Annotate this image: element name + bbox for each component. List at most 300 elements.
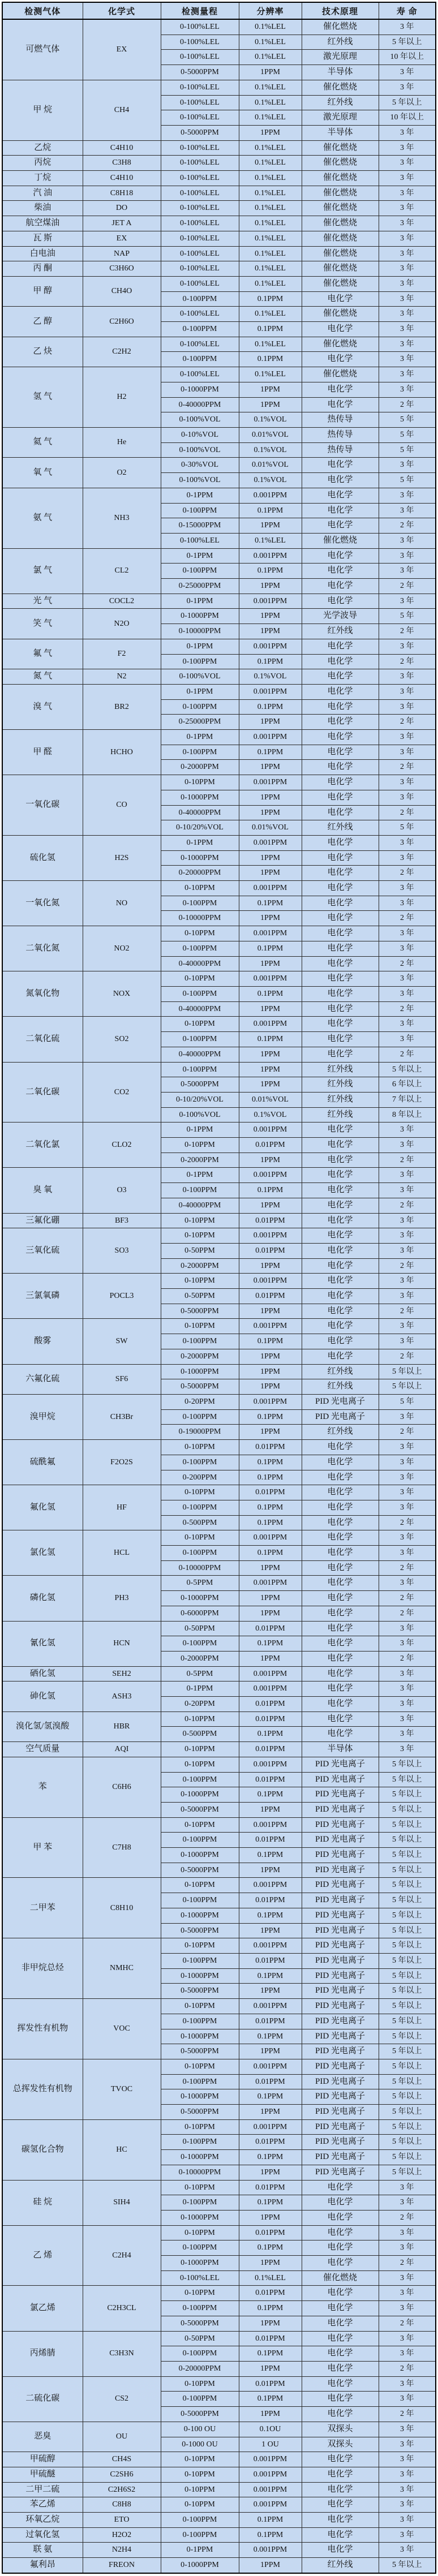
cell-lifespan: 3 年 — [379, 1032, 436, 1047]
cell-lifespan: 7 年以上 — [379, 1092, 436, 1107]
cell-chemical-formula: EX — [83, 19, 161, 80]
cell-range: 0-100PPM — [161, 2074, 239, 2089]
cell-principle: 电化学 — [302, 1530, 379, 1546]
table-row — [2, 2119, 436, 2135]
cell-gas-name: 甲 苯 — [2, 1817, 83, 1878]
cell-range: 0-10PPM — [161, 1319, 239, 1334]
cell-gas-name: 过氧化氢 — [2, 2527, 83, 2543]
cell-resolution: 0.001PPM — [239, 1319, 302, 1334]
cell-range: 0-2000PPM — [161, 1258, 239, 1274]
cell-chemical-formula: HC — [83, 2119, 161, 2180]
cell-range: 0-100%LEL — [161, 276, 239, 291]
cell-lifespan: 5 年以上 — [379, 1893, 436, 1908]
cell-principle: PID 光电离子 — [302, 2119, 379, 2135]
cell-resolution: 0.01%VOL — [239, 820, 302, 836]
cell-chemical-formula: N2 — [83, 669, 161, 685]
cell-lifespan: 3 年 — [379, 276, 436, 291]
cell-principle: 红外线 — [302, 2558, 379, 2573]
cell-principle: 电化学 — [302, 1576, 379, 1591]
cell-range: 0-100PPM — [161, 1334, 239, 1349]
table-row — [2, 201, 436, 216]
table-row — [2, 307, 436, 322]
cell-lifespan: 3 年 — [379, 503, 436, 518]
cell-principle: 电化学 — [302, 805, 379, 820]
cell-chemical-formula: VOC — [83, 1999, 161, 2059]
cell-principle: 电化学 — [302, 1289, 379, 1304]
cell-chemical-formula: NO — [83, 881, 161, 926]
cell-lifespan: 2 年 — [379, 715, 436, 730]
cell-resolution: 0.1PPM — [239, 654, 302, 669]
table-row — [2, 1530, 436, 1546]
cell-lifespan: 3 年 — [379, 1666, 436, 1682]
cell-resolution: 0.1PPM — [239, 987, 302, 1002]
cell-gas-name: 硫化氢 — [2, 835, 83, 880]
cell-principle: 电化学 — [302, 579, 379, 594]
cell-principle: 红外线 — [302, 1092, 379, 1107]
cell-range: 0-2000PPM — [161, 1349, 239, 1364]
cell-resolution: 0.1PPM — [239, 2527, 302, 2543]
cell-principle: 电化学 — [302, 2513, 379, 2528]
cell-resolution: 0.01PPM — [239, 1833, 302, 1848]
cell-resolution: 0.1PPM — [239, 2240, 302, 2256]
cell-chemical-formula: DO — [83, 201, 161, 216]
cell-resolution: 0.01PPM — [239, 1243, 302, 1258]
cell-resolution: 1 OU — [239, 2437, 302, 2452]
cell-lifespan: 2 年 — [379, 1047, 436, 1062]
cell-resolution: 1PPM — [239, 2407, 302, 2422]
cell-lifespan: 3 年 — [379, 896, 436, 911]
cell-range: 0-10PPM — [161, 2180, 239, 2195]
cell-principle: PID 光电离子 — [302, 1802, 379, 1817]
cell-principle: 电化学 — [302, 1470, 379, 1485]
cell-range: 0-10PPM — [161, 2376, 239, 2392]
cell-resolution: 0.01PPM — [239, 2014, 302, 2029]
cell-gas-name: 氯乙烯 — [2, 2286, 83, 2331]
cell-principle: 电化学 — [302, 1485, 379, 1500]
cell-range: 0-100%LEL — [161, 367, 239, 382]
cell-principle: 红外线 — [302, 35, 379, 50]
cell-lifespan: 3 年 — [379, 533, 436, 548]
cell-lifespan: 3 年 — [379, 639, 436, 654]
cell-range: 0-10PPM — [161, 1938, 239, 1954]
cell-range: 0-1000PPM — [161, 1848, 239, 1863]
cell-chemical-formula: FREON — [83, 2558, 161, 2573]
table-row — [2, 684, 436, 699]
cell-resolution: 0.1%LEL — [239, 201, 302, 216]
cell-range: 0-100%LEL — [161, 140, 239, 156]
table-row — [2, 1319, 436, 1334]
cell-principle: PID 光电离子 — [302, 2074, 379, 2089]
cell-principle: 电化学 — [302, 654, 379, 669]
cell-principle: 电化学 — [302, 669, 379, 685]
cell-range: 0-100%LEL — [161, 80, 239, 95]
cell-gas-name: 硅 烷 — [2, 2180, 83, 2225]
cell-lifespan: 3 年 — [379, 669, 436, 685]
cell-resolution: 0.001PPM — [239, 1530, 302, 1546]
cell-resolution: 0.001PPM — [239, 775, 302, 790]
table-row — [2, 2422, 436, 2437]
cell-lifespan: 6 年以上 — [379, 1077, 436, 1093]
cell-principle: 电化学 — [302, 518, 379, 534]
cell-gas-name: 甲硫醚 — [2, 2467, 83, 2482]
cell-chemical-formula: OU — [83, 2422, 161, 2452]
cell-gas-name: 甲硫醇 — [2, 2452, 83, 2467]
cell-resolution: 0.1PPM — [239, 2195, 302, 2211]
table-row — [2, 1576, 436, 1591]
cell-resolution: 1PPM — [239, 2558, 302, 2573]
cell-principle: 红外线 — [302, 624, 379, 639]
cell-range: 0-1000PPM — [161, 1364, 239, 1379]
table-row — [2, 2467, 436, 2482]
cell-range: 0-1PPM — [161, 639, 239, 654]
cell-range: 0-6000PPM — [161, 1606, 239, 1621]
cell-principle: 电化学 — [302, 1651, 379, 1666]
cell-lifespan: 3 年 — [379, 156, 436, 171]
cell-chemical-formula: He — [83, 427, 161, 457]
cell-resolution: 0.1%VOL — [239, 473, 302, 488]
column-header-range: 检测量程 — [161, 2, 239, 19]
cell-principle: 催化燃烧 — [302, 19, 379, 35]
cell-chemical-formula: H2 — [83, 367, 161, 428]
cell-resolution: 0.1PPM — [239, 896, 302, 911]
cell-gas-name: 二氧化氮 — [2, 926, 83, 971]
cell-lifespan: 2 年 — [379, 518, 436, 534]
cell-range: 0-5000PPM — [161, 1863, 239, 1878]
cell-principle: 电化学 — [302, 987, 379, 1002]
cell-resolution: 0.1%LEL — [239, 337, 302, 352]
cell-gas-name: 氯 气 — [2, 548, 83, 594]
cell-lifespan: 2 年 — [379, 956, 436, 971]
table-row — [2, 2225, 436, 2240]
cell-chemical-formula: C8H10 — [83, 1878, 161, 1938]
cell-gas-name: 乙 炔 — [2, 337, 83, 367]
cell-lifespan: 5 年以上 — [379, 1757, 436, 1772]
cell-principle: 电化学 — [302, 1682, 379, 1697]
cell-range: 0-10PPM — [161, 1999, 239, 2014]
cell-resolution: 0.1PPM — [239, 1334, 302, 1349]
table-row — [2, 2558, 436, 2573]
cell-resolution: 1PPM — [239, 850, 302, 866]
cell-chemical-formula: CL2 — [83, 548, 161, 594]
cell-range: 0-20000PPM — [161, 2361, 239, 2376]
cell-gas-name: 三氟化硼 — [2, 1213, 83, 1228]
cell-lifespan: 5 年以上 — [379, 2044, 436, 2059]
cell-resolution: 0.001PPM — [239, 835, 302, 850]
cell-principle: 电化学 — [302, 2527, 379, 2543]
cell-resolution: 0.001PPM — [239, 2482, 302, 2497]
cell-range: 0-5PPM — [161, 1666, 239, 1682]
cell-range: 0-100PPM — [161, 1032, 239, 1047]
cell-principle: 半导体 — [302, 125, 379, 140]
cell-principle: 催化燃烧 — [302, 533, 379, 548]
cell-resolution: 0.1PPM — [239, 1515, 302, 1530]
cell-principle: 电化学 — [302, 2240, 379, 2256]
cell-chemical-formula: C4H10 — [83, 171, 161, 186]
cell-lifespan: 3 年 — [379, 1409, 436, 1425]
cell-lifespan: 3 年 — [379, 1727, 436, 1742]
cell-lifespan: 3 年 — [379, 2452, 436, 2467]
cell-range: 0-5000PPM — [161, 2316, 239, 2331]
cell-resolution: 0.001PPM — [239, 1682, 302, 1697]
cell-gas-name: 乙 烯 — [2, 2225, 83, 2286]
cell-principle: PID 光电离子 — [302, 1954, 379, 1969]
cell-range: 0-10PPM — [161, 2286, 239, 2301]
cell-principle: 电化学 — [302, 2497, 379, 2513]
cell-resolution: 0.1PPM — [239, 1183, 302, 1198]
cell-lifespan: 3 年 — [379, 216, 436, 231]
cell-lifespan: 5 年以上 — [379, 1954, 436, 1969]
cell-principle: 电化学 — [302, 1621, 379, 1636]
cell-lifespan: 5 年以上 — [379, 2059, 436, 2074]
cell-resolution: 0.1PPM — [239, 2346, 302, 2362]
cell-lifespan: 5 年 — [379, 442, 436, 458]
cell-range: 0-10PPM — [161, 2452, 239, 2467]
cell-gas-name: 白电油 — [2, 246, 83, 261]
cell-principle: PID 光电离子 — [302, 1833, 379, 1848]
cell-principle: 电化学 — [302, 760, 379, 775]
cell-gas-name: 光 气 — [2, 594, 83, 609]
cell-lifespan: 3 年 — [379, 186, 436, 201]
cell-lifespan: 3 年 — [379, 987, 436, 1002]
cell-principle: PID 光电离子 — [302, 2014, 379, 2029]
cell-resolution: 0.1PPM — [239, 1968, 302, 1984]
cell-gas-name: 联 氨 — [2, 2543, 83, 2558]
cell-resolution: 1PPM — [239, 1606, 302, 1621]
cell-lifespan: 3 年 — [379, 548, 436, 564]
cell-chemical-formula: POCL3 — [83, 1274, 161, 1319]
cell-range: 0-5000PPM — [161, 65, 239, 80]
cell-chemical-formula: C8H8 — [83, 2497, 161, 2513]
cell-resolution: 0.1PPM — [239, 2513, 302, 2528]
cell-lifespan: 3 年 — [379, 1485, 436, 1500]
cell-lifespan: 3 年 — [379, 246, 436, 261]
cell-resolution: 0.001PPM — [239, 1817, 302, 1833]
cell-range: 0-100PPM — [161, 2135, 239, 2150]
cell-range: 0-5PPM — [161, 1576, 239, 1591]
cell-resolution: 0.1PPM — [239, 941, 302, 956]
cell-range: 0-10PPM — [161, 2482, 239, 2497]
cell-principle: 催化燃烧 — [302, 337, 379, 352]
cell-lifespan: 2 年 — [379, 2256, 436, 2271]
table-row — [2, 1757, 436, 1772]
cell-resolution: 0.01PPM — [239, 1893, 302, 1908]
cell-lifespan: 3 年 — [379, 1697, 436, 1712]
cell-gas-name: 空气质量 — [2, 1742, 83, 1757]
cell-gas-name: 砷化氢 — [2, 1682, 83, 1711]
cell-resolution: 1PPM — [239, 1047, 302, 1062]
cell-principle: 热传导 — [302, 412, 379, 428]
cell-resolution: 1PPM — [239, 1560, 302, 1576]
cell-chemical-formula: CH4 — [83, 80, 161, 140]
cell-principle: PID 光电离子 — [302, 2089, 379, 2105]
cell-lifespan: 5 年以上 — [379, 1848, 436, 1863]
cell-lifespan: 3 年 — [379, 564, 436, 579]
cell-resolution: 0.001PPM — [239, 2059, 302, 2074]
cell-lifespan: 3 年 — [379, 80, 436, 95]
cell-chemical-formula: C2H6O — [83, 307, 161, 337]
cell-resolution: 1PPM — [239, 790, 302, 805]
cell-lifespan: 3 年 — [379, 1470, 436, 1485]
table-row — [2, 1999, 436, 2014]
cell-range: 0-1PPM — [161, 2543, 239, 2558]
cell-chemical-formula: CH3Br — [83, 1394, 161, 1439]
table-row — [2, 458, 436, 473]
cell-lifespan: 3 年 — [379, 730, 436, 745]
cell-gas-name: 氮氧化物 — [2, 971, 83, 1017]
cell-principle: 电化学 — [302, 684, 379, 699]
cell-range: 0-40000PPM — [161, 805, 239, 820]
cell-range: 0-20PPM — [161, 1697, 239, 1712]
cell-range: 0-10/20%VOL — [161, 1092, 239, 1107]
cell-lifespan: 2 年 — [379, 579, 436, 594]
cell-range: 0-100PPM — [161, 2240, 239, 2256]
cell-principle: 双探头 — [302, 2437, 379, 2452]
cell-resolution: 1PPM — [239, 1349, 302, 1364]
cell-principle: PID 光电离子 — [302, 2105, 379, 2120]
cell-resolution: 0.01PPM — [239, 1289, 302, 1304]
cell-lifespan: 3 年 — [379, 2240, 436, 2256]
cell-lifespan: 5 年以上 — [379, 1968, 436, 1984]
cell-gas-name: 二硫化碳 — [2, 2376, 83, 2422]
cell-principle: 红外线 — [302, 95, 379, 110]
cell-chemical-formula: HCHO — [83, 730, 161, 775]
cell-lifespan: 3 年 — [379, 2225, 436, 2240]
cell-gas-name: 酸雾 — [2, 1319, 83, 1364]
cell-lifespan: 3 年 — [379, 2422, 436, 2437]
table-row — [2, 367, 436, 382]
cell-lifespan: 2 年 — [379, 624, 436, 639]
cell-principle: 电化学 — [302, 2286, 379, 2301]
cell-range: 0-2000PPM — [161, 1152, 239, 1168]
cell-range: 0-1PPM — [161, 488, 239, 503]
cell-principle: 电化学 — [302, 1138, 379, 1153]
cell-principle: 催化燃烧 — [302, 201, 379, 216]
cell-range: 0-5000PPM — [161, 2105, 239, 2120]
cell-resolution: 0.1%LEL — [239, 156, 302, 171]
cell-principle: 电化学 — [302, 1440, 379, 1455]
cell-principle: PID 光电离子 — [302, 1787, 379, 1803]
cell-resolution: 0.1PPM — [239, 2029, 302, 2044]
cell-range: 0-100%LEL — [161, 201, 239, 216]
table-row — [2, 80, 436, 95]
cell-chemical-formula: H2S — [83, 835, 161, 880]
cell-principle: 激光原理 — [302, 50, 379, 65]
cell-principle: 双探头 — [302, 2422, 379, 2437]
cell-chemical-formula: SEH2 — [83, 1666, 161, 1682]
cell-resolution: 1PPM — [239, 1258, 302, 1274]
cell-resolution: 0.01PPM — [239, 2225, 302, 2240]
cell-gas-name: 溴甲烷 — [2, 1394, 83, 1439]
cell-lifespan: 5 年 — [379, 473, 436, 488]
cell-chemical-formula: CLO2 — [83, 1123, 161, 1168]
table-row — [2, 1017, 436, 1032]
cell-lifespan: 3 年 — [379, 1621, 436, 1636]
cell-resolution: 0.1%LEL — [239, 50, 302, 65]
cell-lifespan: 5 年以上 — [379, 1938, 436, 1954]
cell-range: 0-1PPM — [161, 1123, 239, 1138]
cell-range: 0-50PPM — [161, 1621, 239, 1636]
cell-chemical-formula: JET A — [83, 216, 161, 231]
cell-range: 0-40000PPM — [161, 956, 239, 971]
cell-lifespan: 2 年 — [379, 1198, 436, 1213]
cell-principle: PID 光电离子 — [302, 2150, 379, 2165]
cell-principle: 电化学 — [302, 1183, 379, 1198]
cell-principle: 电化学 — [302, 745, 379, 760]
cell-lifespan: 3 年 — [379, 699, 436, 715]
cell-principle: PID 光电离子 — [302, 1999, 379, 2014]
column-header-gas: 检测气体 — [2, 2, 83, 19]
cell-lifespan: 3 年 — [379, 458, 436, 473]
cell-gas-name: 非甲烷总烃 — [2, 1938, 83, 1999]
cell-resolution: 0.01%VOL — [239, 427, 302, 442]
cell-range: 0-100PPM — [161, 1409, 239, 1425]
cell-principle: PID 光电离子 — [302, 2059, 379, 2074]
cell-gas-name: 笑 气 — [2, 609, 83, 639]
cell-lifespan: 5 年以上 — [379, 2014, 436, 2029]
cell-resolution: 0.001PPM — [239, 1017, 302, 1032]
cell-lifespan: 5 年 — [379, 412, 436, 428]
cell-resolution: 0.01PPM — [239, 1697, 302, 1712]
cell-resolution: 0.01PPM — [239, 1485, 302, 1500]
cell-principle: 电化学 — [302, 2331, 379, 2346]
cell-gas-name: 甲 醇 — [2, 276, 83, 306]
cell-range: 0-100PPM — [161, 654, 239, 669]
cell-range: 0-20000PPM — [161, 866, 239, 881]
table-row — [2, 186, 436, 201]
cell-range: 0-100PPM — [161, 1183, 239, 1198]
table-row — [2, 488, 436, 503]
cell-range: 0-100%LEL — [161, 171, 239, 186]
table-row — [2, 156, 436, 171]
cell-principle: 催化燃烧 — [302, 367, 379, 382]
cell-resolution: 0.1PPM — [239, 1787, 302, 1803]
cell-resolution: 0.1PPM — [239, 1546, 302, 1561]
table-row — [2, 2331, 436, 2346]
cell-resolution: 0.001PPM — [239, 594, 302, 609]
cell-range: 0-1000PPM — [161, 1908, 239, 1923]
cell-range: 0-100PPM — [161, 503, 239, 518]
cell-range: 0-1PPM — [161, 1682, 239, 1697]
cell-range: 0-5000PPM — [161, 1984, 239, 1999]
cell-range: 0-200PPM — [161, 1470, 239, 1485]
cell-range: 0-100%LEL — [161, 50, 239, 65]
table-row — [2, 1394, 436, 1409]
cell-resolution: 0.01PPM — [239, 2135, 302, 2150]
cell-range: 0-10PPM — [161, 971, 239, 987]
cell-resolution: 1PPM — [239, 911, 302, 926]
cell-resolution: 0.1%LEL — [239, 367, 302, 382]
cell-range: 0-5000PPM — [161, 2407, 239, 2422]
cell-resolution: 0.1%LEL — [239, 19, 302, 35]
cell-resolution: 0.001PPM — [239, 684, 302, 699]
cell-range: 0-25000PPM — [161, 715, 239, 730]
cell-range: 0-1PPM — [161, 684, 239, 699]
cell-principle: 电化学 — [302, 1243, 379, 1258]
cell-lifespan: 5 年 — [379, 820, 436, 836]
cell-resolution: 0.001PPM — [239, 2452, 302, 2467]
cell-resolution: 0.01PPM — [239, 2286, 302, 2301]
cell-principle: 电化学 — [302, 2376, 379, 2392]
cell-range: 0-100PPM — [161, 322, 239, 337]
cell-principle: 电化学 — [302, 2346, 379, 2362]
cell-lifespan: 3 年 — [379, 171, 436, 186]
cell-resolution: 1PPM — [239, 1425, 302, 1440]
cell-resolution: 0.01PPM — [239, 1772, 302, 1787]
cell-range: 0-100%LEL — [161, 2270, 239, 2286]
cell-range: 0-1PPM — [161, 548, 239, 564]
table-row — [2, 246, 436, 261]
table-row — [2, 971, 436, 987]
